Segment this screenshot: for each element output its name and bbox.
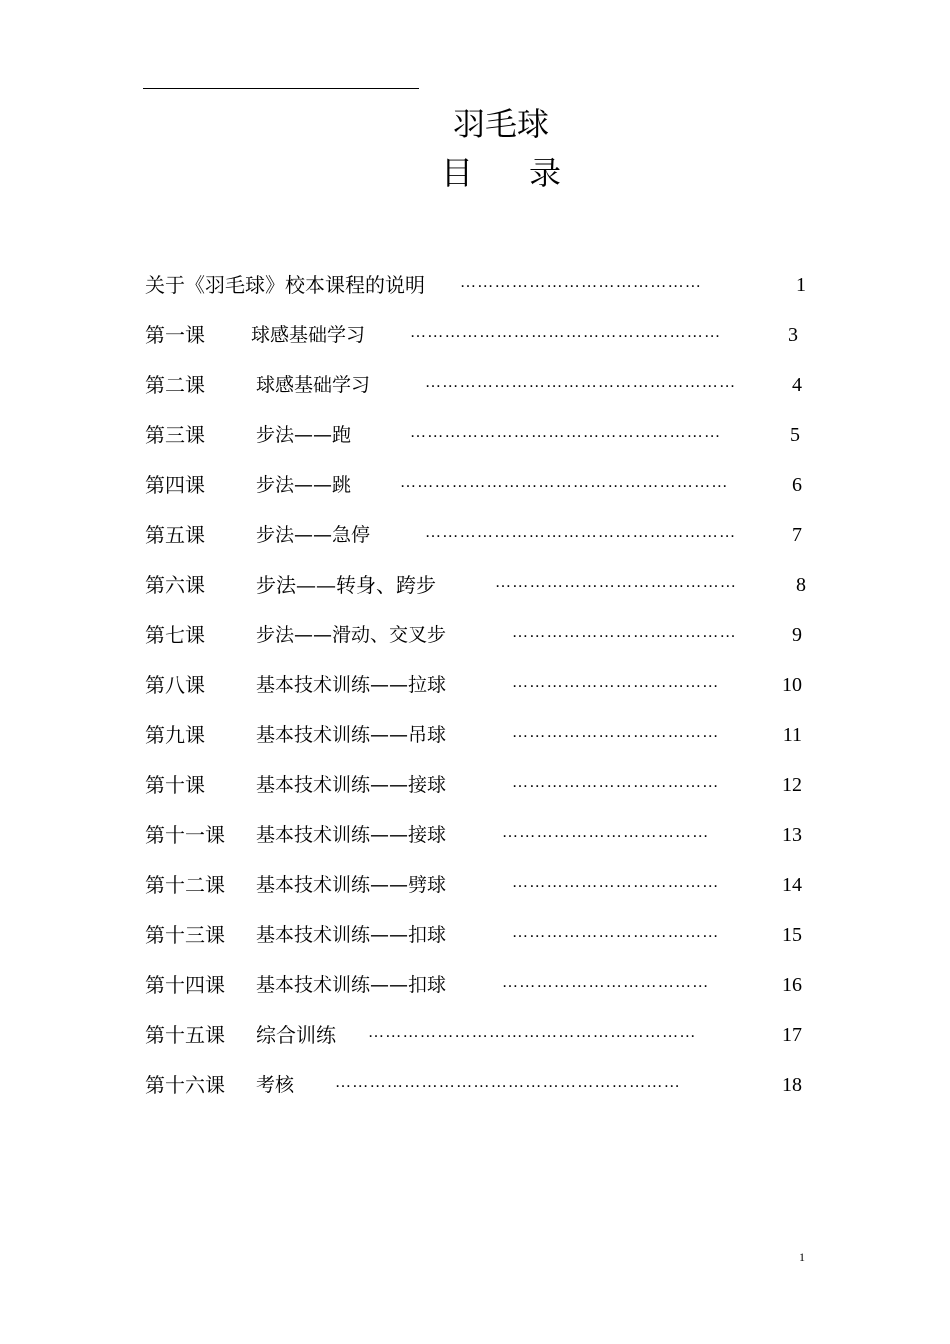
toc-entry-page: 9 (792, 624, 802, 646)
toc-entry-lesson: 第十课 (145, 773, 205, 797)
toc-leader-dots: ……………………………… (512, 924, 720, 941)
toc-entry-topic: 基本技术训练——劈球 (256, 874, 447, 896)
toc-entry-lesson: 第十五课 (145, 1023, 225, 1047)
toc-entry-topic: 步法——滑动、交叉步 (256, 624, 447, 646)
toc-leader-dots: ………………………………………………… (368, 1024, 697, 1041)
toc-entry-topic: 步法——急停 (256, 524, 371, 546)
toc-entry-page: 1 (796, 274, 806, 296)
toc-entry-page: 13 (782, 824, 802, 846)
toc-entry-page: 17 (782, 1024, 802, 1046)
toc-entry-topic: 基本技术训练——吊球 (256, 724, 447, 746)
toc-entry-page: 4 (792, 374, 802, 396)
toc-entry-page: 10 (782, 674, 802, 696)
toc-entry-topic: 基本技术训练——扣球 (256, 974, 447, 996)
toc-entry[interactable] (0, 320, 950, 350)
toc-entry-page: 12 (782, 774, 802, 796)
toc-entry[interactable] (0, 420, 950, 450)
toc-leader-dots: ………………………………… (512, 624, 737, 641)
footer-page-number: 1 (799, 1250, 805, 1264)
toc-leader-dots: …………………………………… (460, 274, 703, 291)
toc-leader-dots: ……………………………………………… (410, 324, 722, 341)
toc-heading-part2: 录 (529, 154, 562, 192)
toc-entry[interactable] (0, 620, 950, 650)
toc-entry[interactable] (0, 1020, 950, 1050)
toc-entry-page: 18 (782, 1074, 802, 1096)
toc-entry-page: 8 (796, 574, 806, 596)
toc-entry-topic: 球感基础学习 (256, 374, 371, 396)
toc-leader-dots: …………………………………… (495, 574, 738, 591)
toc-entry-lesson: 第十六课 (145, 1073, 225, 1097)
toc-entry-topic: 步法——转身、跨步 (256, 573, 436, 597)
toc-leader-dots: ……………………………… (502, 974, 710, 991)
toc-entry-lesson: 第十四课 (145, 973, 225, 997)
toc-entry-lesson: 第八课 (145, 673, 205, 697)
toc-entry[interactable] (0, 920, 950, 950)
toc-leader-dots: ……………………………………………… (410, 424, 722, 441)
toc-entry-page: 7 (792, 524, 802, 546)
toc-leader-dots: ……………………………… (502, 824, 710, 841)
toc-heading (26, 154, 950, 192)
header-rule (143, 88, 419, 89)
toc-entry-page: 5 (790, 424, 800, 446)
toc-entry-lesson: 关于《羽毛球》校本课程的说明 (145, 273, 425, 297)
toc-leader-dots: …………………………………………………… (335, 1074, 681, 1091)
toc-leader-dots: ………………………………………………… (400, 474, 729, 491)
toc-entry[interactable] (0, 470, 950, 500)
toc-entry[interactable] (0, 770, 950, 800)
toc-entry-lesson: 第九课 (145, 723, 205, 747)
toc-leader-dots: ……………………………………………… (425, 524, 737, 541)
toc-leader-dots: ……………………………… (512, 874, 720, 891)
toc-entry-lesson: 第二课 (145, 373, 205, 397)
toc-entry-topic: 步法——跳 (256, 474, 352, 496)
toc-leader-dots: ……………………………… (512, 774, 720, 791)
toc-entry-topic: 基本技术训练——接球 (256, 824, 447, 846)
toc-entry-topic: 基本技术训练——扣球 (256, 924, 447, 946)
toc-entry-topic: 步法——跑 (256, 424, 352, 446)
toc-entry[interactable] (0, 370, 950, 400)
toc-entry-lesson: 第四课 (145, 473, 205, 497)
toc-heading-part1: 目 (440, 154, 473, 192)
toc-entry[interactable] (0, 270, 950, 300)
document-title: 羽毛球 (452, 105, 549, 143)
toc-entry-lesson: 第十一课 (145, 823, 225, 847)
toc-leader-dots: ……………………………… (512, 674, 720, 691)
toc-entry[interactable] (0, 970, 950, 1000)
toc-entry[interactable] (0, 670, 950, 700)
toc-entry-page: 3 (788, 324, 798, 346)
toc-entry[interactable] (0, 570, 950, 600)
toc-entry[interactable] (0, 720, 950, 750)
toc-entry-topic: 基本技术训练——接球 (256, 774, 447, 796)
toc-entry[interactable] (0, 820, 950, 850)
toc-entry-page: 6 (792, 474, 802, 496)
toc-entry-topic: 考核 (256, 1074, 295, 1096)
toc-entry-topic: 综合训练 (256, 1023, 336, 1047)
toc-entry-lesson: 第十二课 (145, 873, 225, 897)
toc-entry[interactable] (0, 520, 950, 550)
toc-entry[interactable] (0, 1070, 950, 1100)
toc-entry-page: 11 (782, 724, 802, 746)
toc-leader-dots: ……………………………………………… (425, 374, 737, 391)
toc-entry-lesson: 第三课 (145, 423, 205, 447)
toc-entry-lesson: 第五课 (145, 523, 205, 547)
toc-entry-lesson: 第一课 (145, 323, 205, 347)
toc-entry[interactable] (0, 870, 950, 900)
toc-entry-topic: 基本技术训练——拉球 (256, 674, 447, 696)
toc-entry-topic: 球感基础学习 (251, 324, 366, 346)
toc-entry-lesson: 第六课 (145, 573, 205, 597)
toc-leader-dots: ……………………………… (512, 724, 720, 741)
toc-entry-lesson: 第七课 (145, 623, 205, 647)
toc-entry-page: 15 (782, 924, 802, 946)
toc-entry-page: 16 (782, 974, 802, 996)
toc-entry-lesson: 第十三课 (145, 923, 225, 947)
toc-entry-page: 14 (782, 874, 802, 896)
